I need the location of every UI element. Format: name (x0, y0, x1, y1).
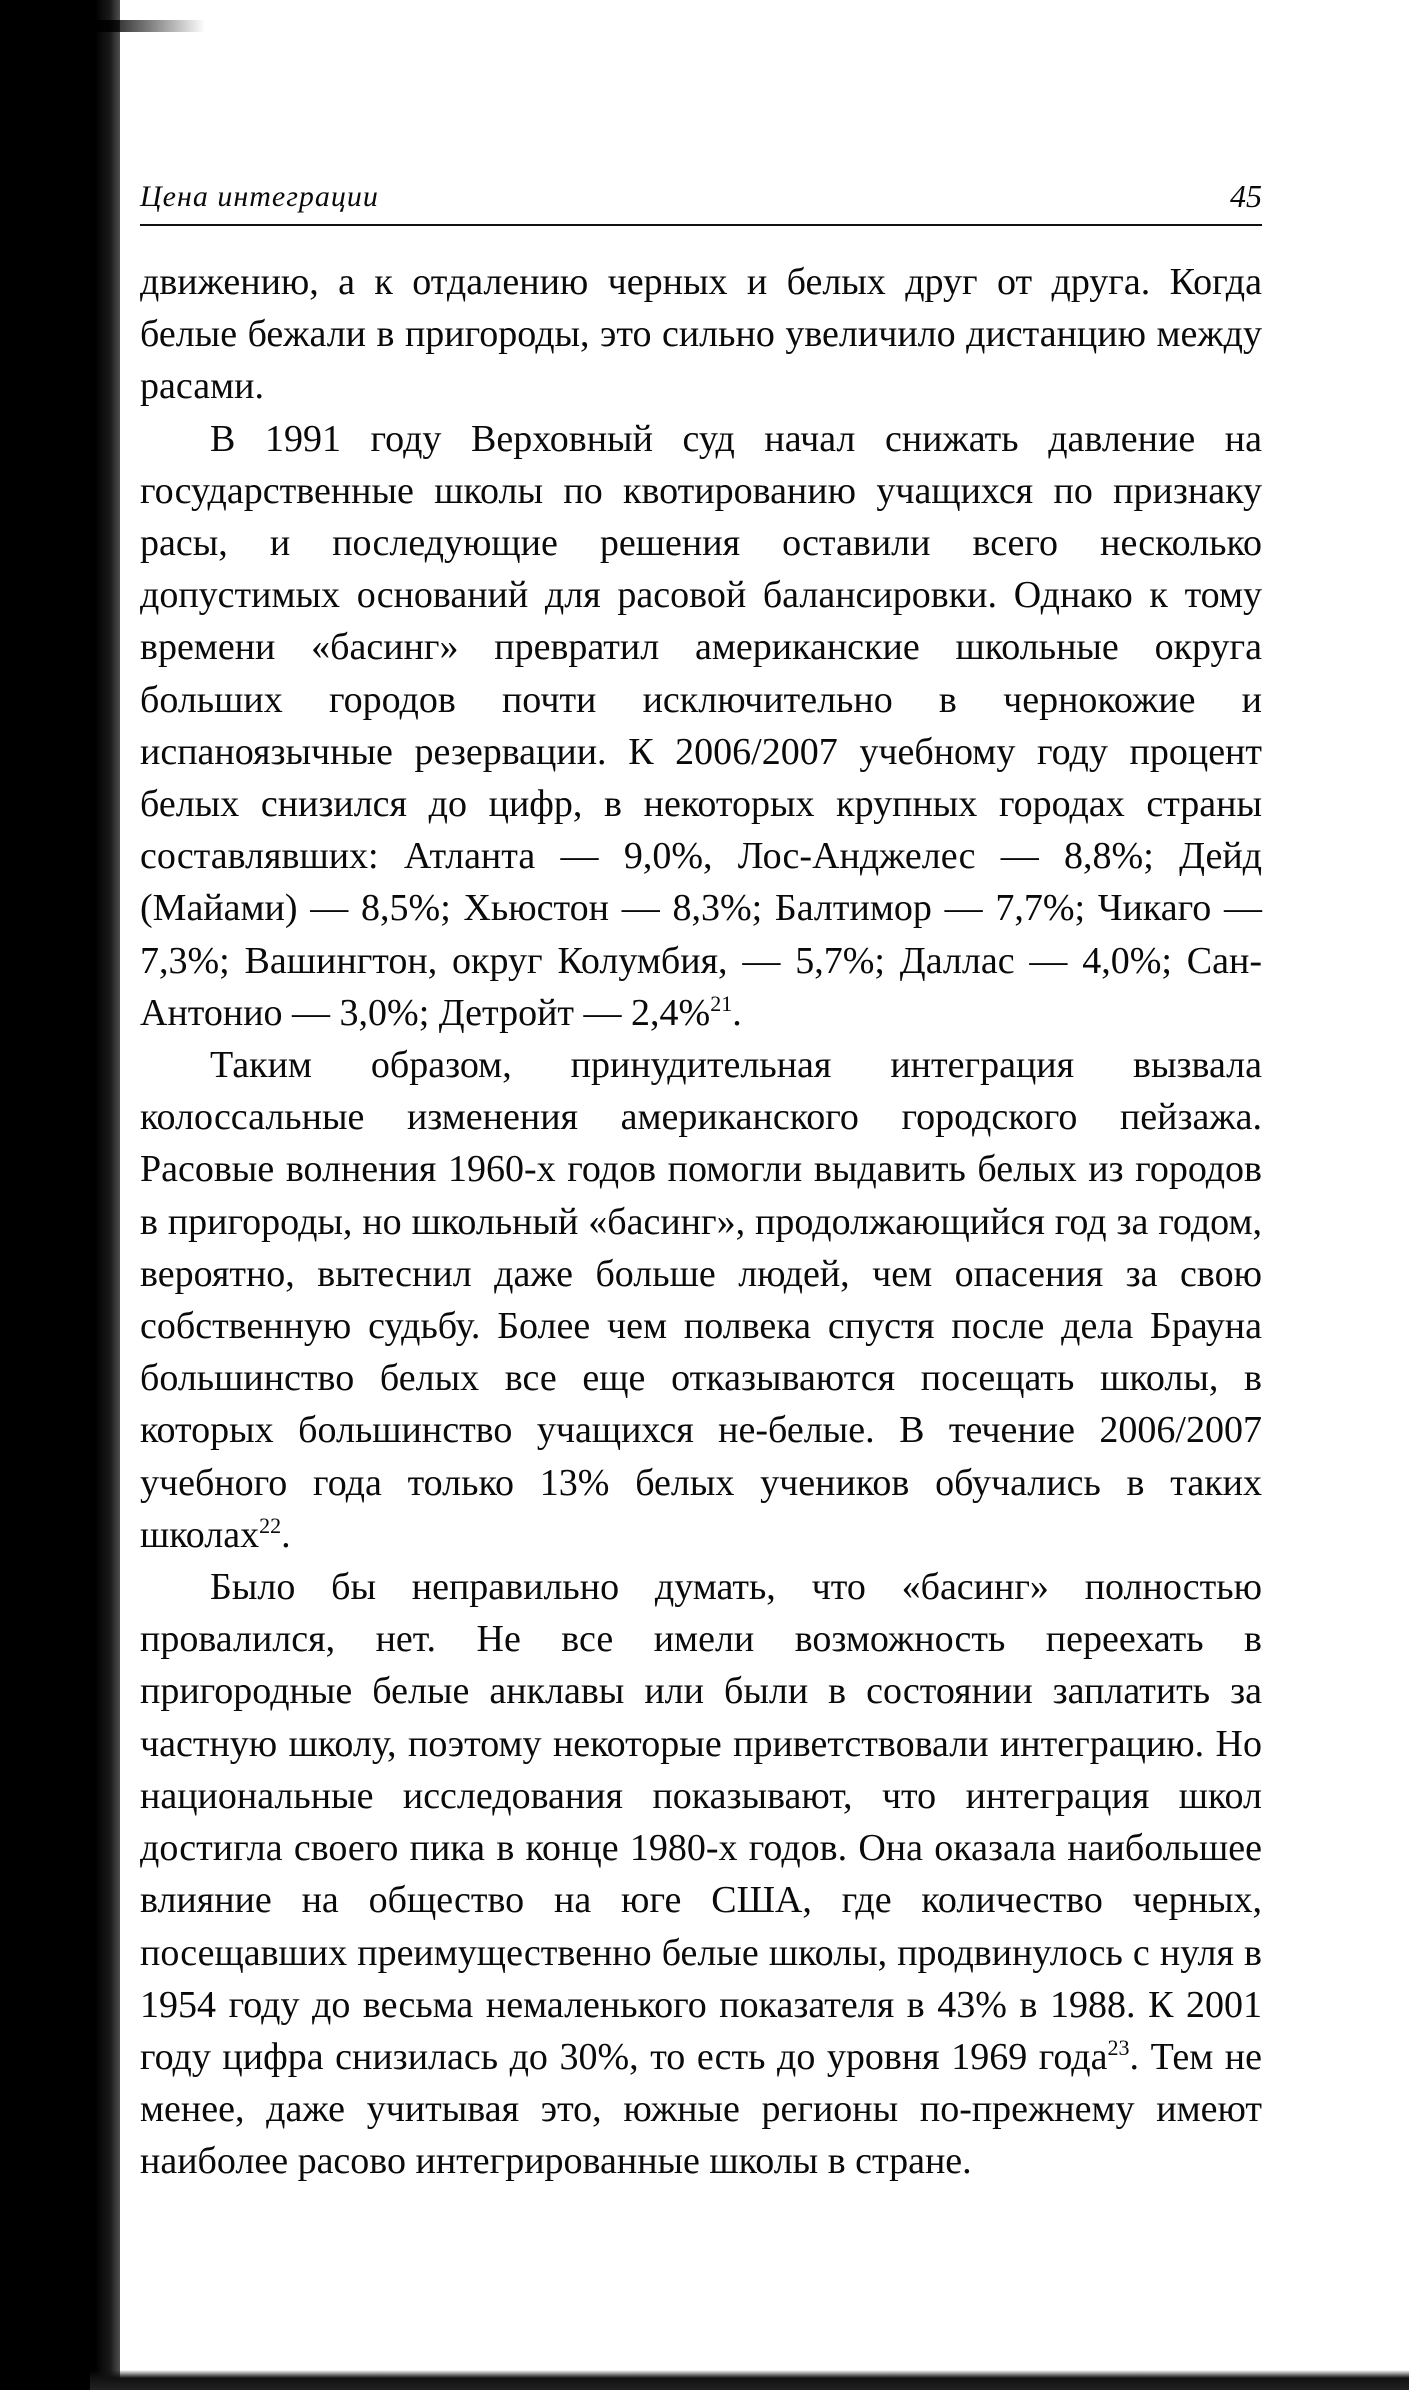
page-header (140, 178, 1262, 226)
paragraph-2-text: В 1991 году Верховный суд начал снижать давление на государственные школы по квотированию учащихся по признаку расы, и последующие решения оставили всего несколько допустимых оснований для расовой балансировки. Однако к тому времени «басинг» превратил американские школьные округа больших городов почти исключительно в чернокожие и испаноязычные резервации. К 2006/2007 учебному году процент белых снизился до цифр, в некоторых крупных городах страны составлявших: Атланта — 9,0%, Лос-Анджелес — 8,8%; Дейд (Майами) — 8,5%; Хьюстон — 8,3%; Балтимор — 7,7%; Чикаго — 7,3%; Вашингтон, округ Колумбия, — 5,7%; Даллас — 4,0%; Сан-Антонио — 3,0%; Детройт — 2,4% (140, 417, 1262, 1034)
paragraph-3 (140, 1039, 1262, 1561)
paragraph-2 (140, 413, 1262, 1039)
paragraph-2-tail: . (732, 991, 742, 1034)
scan-spine-shadow (0, 0, 120, 2390)
paragraph-4 (140, 1561, 1262, 2187)
paragraph-1 (140, 256, 1262, 413)
footnote-ref-21: 21 (710, 990, 733, 1016)
paragraph-4-tail: . Тем не менее, даже учитывая это, южные регионы по-прежнему имеют наиболее расово интегрированные школы в стране. (140, 2035, 1262, 2183)
paragraph-1-text: движению, а к отдалению черных и белых друг от друга. Когда белые бежали в пригороды, это сильно увеличило дистанцию между расами. (140, 261, 1262, 408)
scan-corner-shadow (95, 20, 205, 32)
footnote-ref-23: 23 (1107, 2034, 1130, 2060)
running-head: Цена интеграции (140, 180, 379, 213)
paragraph-3-tail: . (281, 1513, 291, 1556)
paragraph-4-text: Было бы неправильно думать, что «басинг» полностью провалился, нет. Не все имели возможность переехать в пригородные белые анклавы или были в состоянии заплатить за частную школу, поэтому некоторые приветствовали интеграцию. Но национальные исследования показывают, что интеграция школ достигла своего пика в конце 1980-х годов. Она оказала наибольшее влияние на общество на юге США, где количество черных, посещавших преимущественно белые школы, продвинулось с нуля в 1954 году до весьма немаленького показателя в 43% в 1988. К 2001 году цифра снизилась до 30%, то есть до уровня 1969 года (140, 1566, 1262, 2078)
footnote-ref-22: 22 (259, 1512, 282, 1538)
text-body (140, 256, 1262, 2188)
paragraph-3-text: Таким образом, принудительная интеграция вызвала колоссальные изменения американского городского пейзажа. Расовые волнения 1960-х годов помогли выдавить белых из городов в пригороды, но школьный «басинг», продолжающийся год за годом, вероятно, вытеснил даже больше людей, чем опасения за свою собственную судьбу. Более чем полвека спустя после дела Брауна большинство белых все еще отказываются посещать школы, в которых большинство учащихся не-белые. В течение 2006/2007 учебного года только 13% белых учеников обучались в таких школах (140, 1044, 1262, 1556)
page-number: 45 (1230, 178, 1262, 214)
scan-bottom-edge (90, 2370, 1409, 2390)
